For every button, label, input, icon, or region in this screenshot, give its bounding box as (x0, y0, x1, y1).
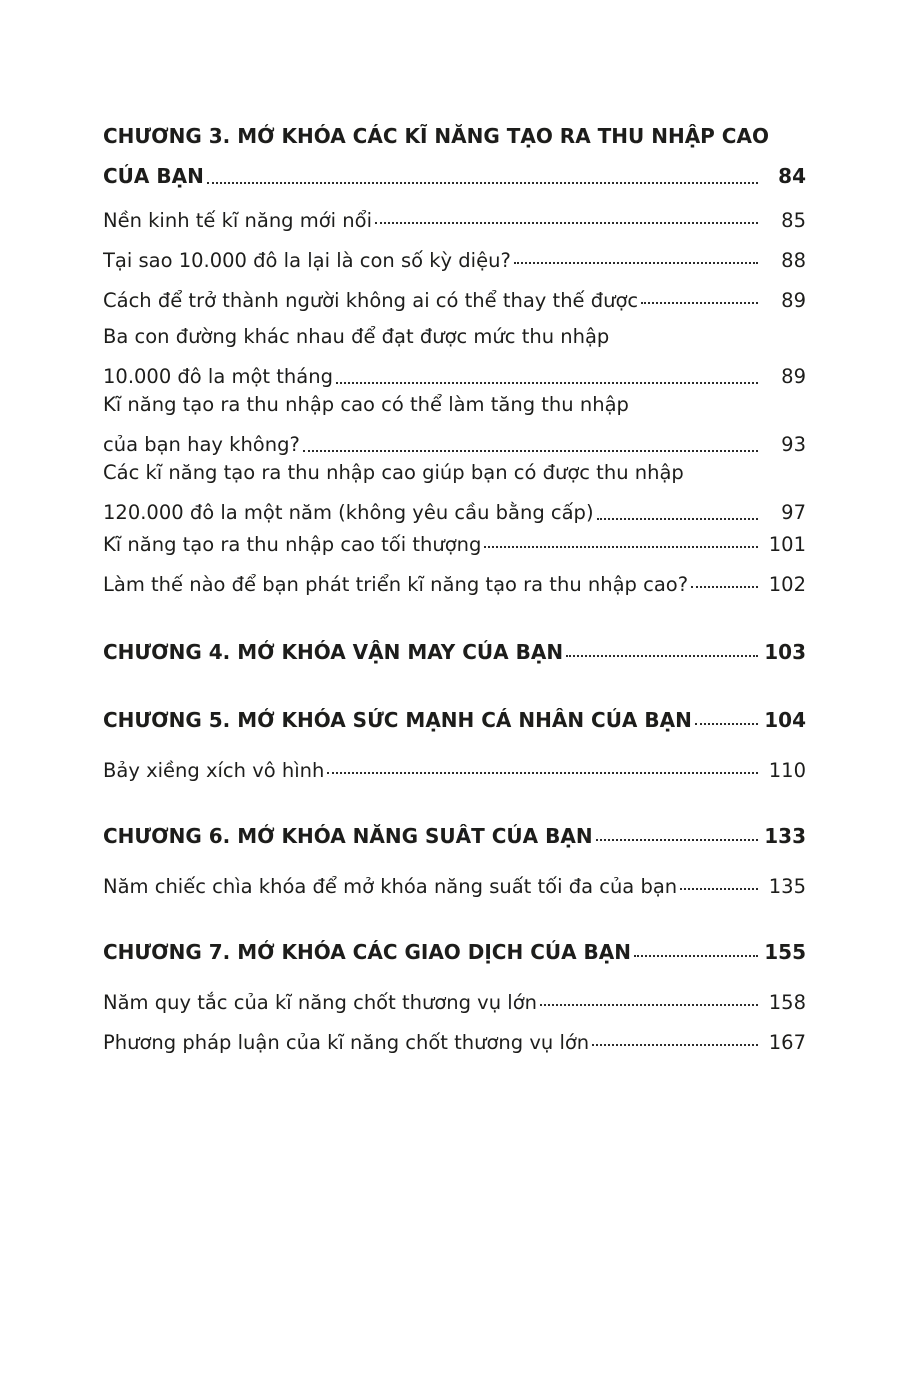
page-number: 85 (781, 208, 806, 232)
dot-leader (375, 212, 758, 228)
section-title: Cách để trở thành người không ai có thể thay thế được (103, 288, 639, 312)
toc-entry[interactable] (103, 320, 806, 388)
toc-entry[interactable] (103, 240, 806, 280)
page-number: 110 (768, 758, 806, 782)
section-title: Nền kinh tế kĩ năng mới nổi (103, 208, 373, 232)
chapter-4[interactable] (103, 634, 806, 670)
table-of-contents (103, 118, 806, 1062)
dot-leader (327, 762, 758, 778)
page-number: 104 (764, 708, 806, 732)
section-title: Kĩ năng tạo ra thu nhập cao tối thượng (103, 532, 482, 556)
toc-entry[interactable] (103, 388, 806, 456)
toc-entry[interactable] (103, 524, 806, 564)
dot-leader (207, 166, 758, 188)
section-title: Phương pháp luận của kĩ năng chốt thương vụ lớn (103, 1030, 590, 1054)
chapter-7[interactable] (103, 934, 806, 970)
dot-leader (514, 252, 758, 268)
page-number: 101 (768, 532, 806, 556)
dot-leader (691, 576, 758, 592)
section-title-cont: của bạn hay không? (103, 433, 300, 456)
section-title-cont: 10.000 đô la một tháng (103, 365, 333, 388)
page-number: 88 (781, 248, 806, 272)
page-number: 97 (781, 501, 806, 524)
page-number: 89 (781, 365, 806, 388)
section-title: Năm quy tắc của kĩ năng chốt thương vụ lớn (103, 990, 537, 1014)
page-number: 102 (768, 572, 806, 596)
dot-leader (540, 994, 758, 1010)
chapter-6[interactable] (103, 818, 806, 854)
chapter-title: CHƯƠNG 7. MỞ KHÓA CÁC GIAO DỊCH CỦA BẠN (103, 940, 632, 964)
chapter-title: CHƯƠNG 4. MỞ KHÓA VẬN MAY CỦA BẠN (103, 640, 564, 664)
section-title: Ba con đường khác nhau để đạt được mức thu nhập (103, 324, 610, 348)
toc-entry[interactable] (103, 1022, 806, 1062)
chapter-6-sections (103, 866, 806, 906)
page-number: 89 (781, 288, 806, 312)
section-title-cont: 120.000 đô la một năm (không yêu cầu bằng cấp) (103, 501, 594, 524)
chapter-title: CHƯƠNG 5. MỞ KHÓA SỨC MẠNH CÁ NHÂN CỦA BẠN (103, 708, 692, 732)
page-number: 167 (768, 1030, 806, 1054)
dot-leader (596, 827, 758, 845)
dot-leader (484, 536, 758, 552)
page-number: 135 (768, 874, 806, 898)
toc-entry[interactable] (103, 866, 806, 906)
section-title: Các kĩ năng tạo ra thu nhập cao giúp bạn có được thu nhập (103, 460, 684, 484)
chapter-3[interactable] (103, 118, 806, 188)
chapter-5-sections (103, 750, 806, 790)
dot-leader (695, 711, 758, 729)
chapter-3-sections (103, 200, 806, 604)
dot-leader (634, 943, 758, 961)
page-number: 93 (781, 433, 806, 456)
toc-entry[interactable] (103, 200, 806, 240)
page-number: 84 (778, 164, 806, 188)
chapter-7-sections (103, 982, 806, 1062)
dot-leader (336, 367, 758, 388)
dot-leader (597, 503, 758, 524)
toc-entry[interactable] (103, 564, 806, 604)
dot-leader (680, 878, 758, 894)
section-title: Kĩ năng tạo ra thu nhập cao có thể làm tăng thu nhập (103, 392, 629, 416)
dot-leader (641, 292, 758, 308)
page-number: 133 (764, 824, 806, 848)
chapter-5[interactable] (103, 702, 806, 738)
chapter-title: CHƯƠNG 3. MỞ KHÓA CÁC KĨ NĂNG TẠO RA THU NHẬP CAO (103, 124, 769, 148)
toc-entry[interactable] (103, 280, 806, 320)
dot-leader (566, 643, 758, 661)
page-number: 155 (764, 940, 806, 964)
section-title: Năm chiếc chìa khóa để mở khóa năng suất tối đa của bạn (103, 874, 678, 898)
dot-leader (303, 435, 758, 456)
dot-leader (592, 1034, 758, 1050)
toc-entry[interactable] (103, 982, 806, 1022)
toc-entry[interactable] (103, 456, 806, 524)
page-number: 103 (764, 640, 806, 664)
chapter-title-cont: CỦA BẠN (103, 164, 204, 188)
chapter-title: CHƯƠNG 6. MỞ KHÓA NĂNG SUẤT CỦA BẠN (103, 824, 593, 848)
page-number: 158 (768, 990, 806, 1014)
toc-entry[interactable] (103, 750, 806, 790)
section-title: Tại sao 10.000 đô la lại là con số kỳ diệu? (103, 248, 511, 272)
section-title: Bảy xiềng xích vô hình (103, 758, 325, 782)
section-title: Làm thế nào để bạn phát triển kĩ năng tạo ra thu nhập cao? (103, 572, 689, 596)
